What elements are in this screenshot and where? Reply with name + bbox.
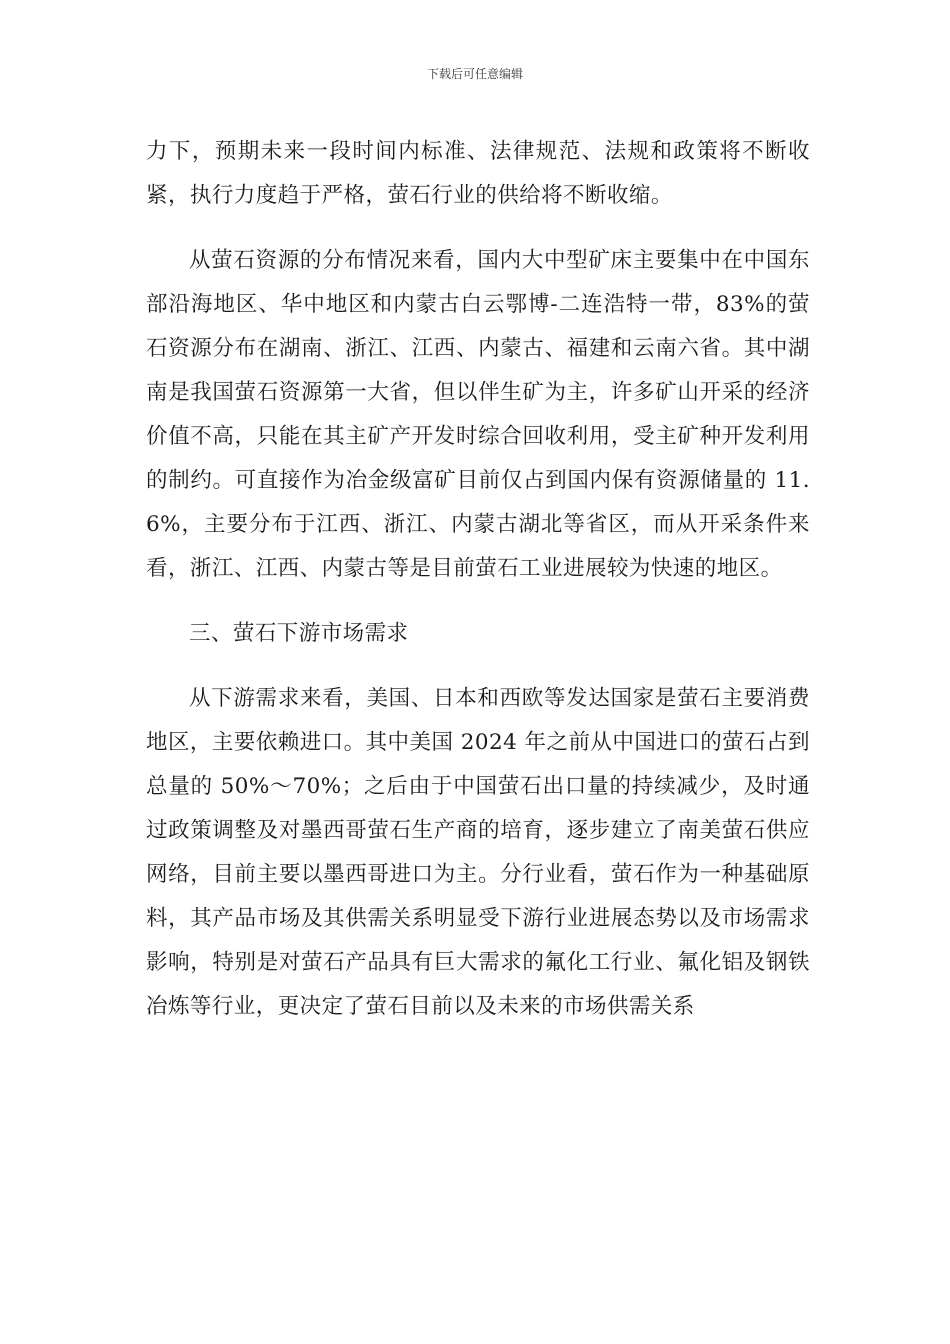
document-body <box>146 130 810 1029</box>
paragraph-resource-distribution: 从萤石资源的分布情况来看，国内大中型矿床主要集中在中国东部沿海地区、华中地区和内蒙古白云鄂博-二连浩特一带，83%的萤石资源分布在湖南、浙江、江西、内蒙古、福建和云南六省。其中湖南是我国萤石资源第一大省，但以伴生矿为主，许多矿山开采的经济价值不高，只能在其主矿产开发时综合回收利用，受主矿种开发利用的制约。可直接作为冶金级富矿目前仅占到国内保有资源储量的 11.6%，主要分布于江西、浙江、内蒙古湖北等省区，而从开采条件来看，浙江、江西、内蒙古等是目前萤石工业进展较为快速的地区。 <box>146 248 810 581</box>
paragraph-spacer <box>146 218 810 239</box>
paragraph-supply-tightening: 力下，预期未来一段时间内标准、法律规范、法规和政策将不断收紧，执行力度趋于严格，萤石行业的供给将不断收缩。 <box>146 139 810 208</box>
page-header: 下载后可任意编辑 <box>426 67 523 81</box>
paragraph-downstream-demand: 从下游需求来看，美国、日本和西欧等发达国家是萤石主要消费地区，主要依赖进口。其中美国 2024 年之前从中国进口的萤石占到总量的 50%～70%；之后由于中国萤石出口量的持续减少，及时通过政策调整及对墨西哥萤石生产商的培育，逐步建立了南美萤石供应网络，目前主要以墨西哥进口为主。分行业看，萤石作为一种基础原料，其产品市场及其供需关系明显受下游行业进展态势以及市场需求影响，特别是对萤石产品具有巨大需求的氟化工行业、氟化铝及钢铁冶炼等行业，更决定了萤石目前以及未来的市场供需关系 <box>146 686 810 1019</box>
section-heading-downstream-demand: 三、萤石下游市场需求 <box>189 621 409 646</box>
paragraph-spacer <box>146 656 810 677</box>
paragraph-spacer <box>146 591 810 612</box>
